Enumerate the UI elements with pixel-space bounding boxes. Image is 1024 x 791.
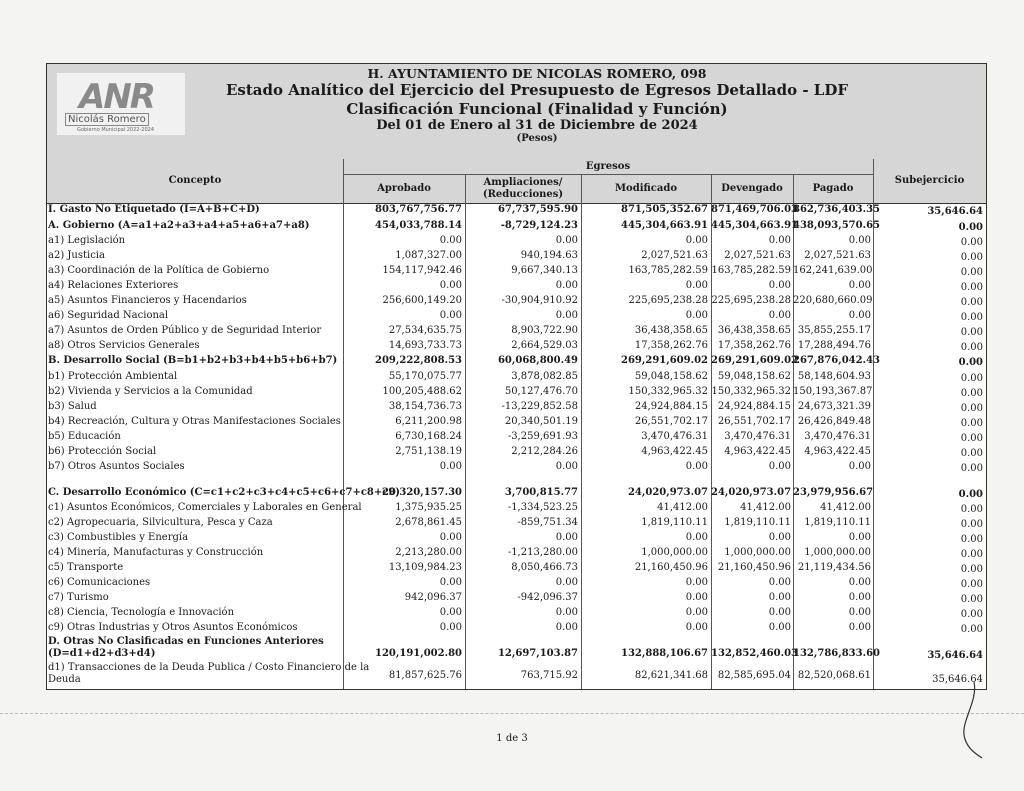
cell-modificado: 163,785,282.59: [628, 265, 708, 276]
cell-devengado: 0.00: [768, 461, 791, 472]
cell-pagado: 0.00: [848, 577, 871, 588]
cell-subejercicio: 0.00: [960, 388, 983, 399]
report-period: Del 01 de Enero al 31 de Diciembre de 2024: [376, 118, 698, 133]
row-label: b3) Salud: [48, 401, 97, 412]
cell-devengado: 0.00: [768, 577, 791, 588]
cell-pagado: 1,819,110.11: [804, 517, 871, 528]
cell-ampliaciones: 940,194.63: [520, 250, 578, 261]
cell-ampliaciones: -859,751.34: [517, 517, 578, 528]
row-label: B. Desarrollo Social (B=b1+b2+b3+b4+b5+b6+b7): [48, 355, 338, 366]
cell-devengado: 269,291,609.02: [711, 355, 798, 366]
cell-subejercicio: 0.00: [960, 433, 983, 444]
cell-devengado: 225,695,238.28: [711, 295, 791, 306]
divider: [343, 159, 344, 203]
cell-subejercicio: 0.00: [960, 327, 983, 338]
cell-pagado: 0.00: [848, 532, 871, 543]
cell-ampliaciones: 0.00: [555, 461, 578, 472]
row-label: A. Gobierno (A=a1+a2+a3+a4+a5+a6+a7+a8): [48, 220, 310, 231]
table-row: [47, 546, 986, 561]
table-row: [47, 219, 986, 234]
cell-ampliaciones: 50,127,476.70: [504, 386, 578, 397]
row-label: (D=d1+d2+d3+d4): [48, 648, 156, 659]
row-label: I. Gasto No Etiquetado (I=A+B+C+D): [48, 204, 260, 215]
row-label: a5) Asuntos Financieros y Hacendarios: [48, 295, 247, 306]
municipality-logo: [57, 73, 185, 135]
cell-pagado: 35,855,255.17: [797, 325, 871, 336]
cell-subejercicio: 0.00: [960, 594, 983, 605]
cell-devengado: 0.00: [768, 592, 791, 603]
cell-ampliaciones: 763,715.92: [520, 670, 578, 681]
cell-subejercicio: 0.00: [958, 357, 983, 368]
cell-modificado: 0.00: [685, 235, 708, 246]
row-label: b5) Educación: [48, 431, 121, 442]
cell-pagado: 438,093,570.65: [793, 220, 880, 231]
table-row: [47, 234, 986, 249]
cell-aprobado: 20,320,157.30: [381, 487, 462, 498]
row-label: c2) Agropecuaria, Silvicultura, Pesca y Caza: [48, 517, 273, 528]
table-row: [47, 501, 986, 516]
cell-aprobado: 2,213,280.00: [395, 547, 462, 558]
cell-subejercicio: 0.00: [960, 504, 983, 515]
row-label: D. Otras No Clasificadas en Funciones Anteriores: [48, 636, 324, 647]
cell-ampliaciones: 2,212,284.26: [511, 446, 578, 457]
cell-aprobado: 100,205,488.62: [382, 386, 462, 397]
row-label: C. Desarrollo Económico (C=c1+c2+c3+c4+c5+c6+c7+c8+c9): [48, 487, 401, 498]
cell-aprobado: 0.00: [439, 461, 462, 472]
cell-subejercicio: 35,646.64: [927, 206, 983, 217]
cell-devengado: 0.00: [768, 280, 791, 291]
table-row: [47, 264, 986, 279]
cell-devengado: 59,048,158.62: [717, 371, 791, 382]
cell-ampliaciones: -13,229,852.58: [501, 401, 578, 412]
cell-devengado: 26,551,702.17: [717, 416, 791, 427]
row-label: b1) Protección Ambiental: [48, 371, 178, 382]
divider: [581, 174, 582, 203]
cell-subejercicio: 0.00: [960, 252, 983, 263]
cell-pagado: 0.00: [848, 607, 871, 618]
cell-modificado: 82,621,341.68: [634, 670, 708, 681]
col-modificado: Modificado: [614, 182, 678, 194]
logo-sub: Gobierno Municipal 2022-2024: [77, 127, 155, 133]
cell-subejercicio: 0.00: [960, 624, 983, 635]
column-headers: [47, 159, 986, 204]
cell-aprobado: 256,600,149.20: [382, 295, 462, 306]
cell-pagado: 0.00: [848, 235, 871, 246]
cell-subejercicio: 0.00: [960, 342, 983, 353]
report-sheet: [46, 63, 987, 690]
cell-subejercicio: 0.00: [960, 312, 983, 323]
cell-ampliaciones: 2,664,529.03: [511, 340, 578, 351]
row-label: c8) Ciencia, Tecnología e Innovación: [48, 607, 235, 618]
col-aprobado: Aprobado: [377, 182, 431, 194]
cell-devengado: 2,027,521.63: [724, 250, 791, 261]
cell-aprobado: 0.00: [439, 577, 462, 588]
report-title: Estado Analítico del Ejercicio del Presupuesto de Egresos Detallado - LDF: [225, 81, 849, 99]
cell-modificado: 24,924,884.15: [634, 401, 708, 412]
report-header: [47, 64, 986, 160]
row-label: c1) Asuntos Económicos, Comerciales y Laborales en General: [48, 502, 362, 513]
cell-devengado: 24,924,884.15: [717, 401, 791, 412]
cell-devengado: 82,585,695.04: [717, 670, 791, 681]
cell-modificado: 225,695,238.28: [628, 295, 708, 306]
cell-subejercicio: 0.00: [960, 463, 983, 474]
cell-modificado: 41,412.00: [657, 502, 708, 513]
row-label: a1) Legislación: [48, 235, 126, 246]
row-label: b7) Otros Asuntos Sociales: [48, 461, 185, 472]
table-row: [47, 385, 986, 400]
cell-pagado: 0.00: [848, 461, 871, 472]
cell-aprobado: 209,222,808.53: [375, 355, 462, 366]
cell-subejercicio: 0.00: [960, 267, 983, 278]
cell-aprobado: 13,109,984.23: [388, 562, 462, 573]
cell-pagado: 862,736,403.35: [793, 204, 880, 215]
col-devengado: Devengado: [721, 182, 783, 194]
cell-aprobado: 81,857,625.76: [388, 670, 462, 681]
row-label: b2) Vivienda y Servicios a la Comunidad: [48, 386, 253, 397]
table-row: [47, 486, 986, 501]
cell-modificado: 0.00: [685, 622, 708, 633]
cell-devengado: 445,304,663.91: [711, 220, 798, 231]
cell-aprobado: 0.00: [439, 532, 462, 543]
cell-subejercicio: 0.00: [958, 222, 983, 233]
cell-devengado: 4,963,422.45: [724, 446, 791, 457]
logo-name: Nicolás Romero: [65, 113, 149, 126]
table-row: [47, 662, 986, 688]
cell-modificado: 4,963,422.45: [641, 446, 708, 457]
cell-aprobado: 6,730,168.24: [395, 431, 462, 442]
cell-modificado: 36,438,358.65: [634, 325, 708, 336]
cell-ampliaciones: 12,697,103.87: [497, 648, 578, 659]
cell-pagado: 21,119,434.56: [797, 562, 871, 573]
cell-aprobado: 0.00: [439, 622, 462, 633]
cell-devengado: 0.00: [768, 607, 791, 618]
cell-ampliaciones: 8,050,466.73: [511, 562, 578, 573]
cell-subejercicio: 0.00: [960, 448, 983, 459]
cell-devengado: 163,785,282.59: [711, 265, 791, 276]
cell-ampliaciones: -30,904,910.92: [501, 295, 578, 306]
cell-aprobado: 1,375,935.25: [395, 502, 462, 513]
cell-aprobado: 2,678,861.45: [395, 517, 462, 528]
cell-modificado: 0.00: [685, 280, 708, 291]
cell-ampliaciones: 8,903,722.90: [511, 325, 578, 336]
entity-name: H. AYUNTAMIENTO DE NICOLAS ROMERO, 098: [367, 66, 707, 81]
table-row: [47, 309, 986, 324]
table-row: [47, 354, 986, 369]
cell-aprobado: 14,693,733.73: [388, 340, 462, 351]
cell-modificado: 150,332,965.32: [628, 386, 708, 397]
row-label: b4) Recreación, Cultura y Otras Manifestaciones Sociales: [48, 416, 341, 427]
cell-ampliaciones: 0.00: [555, 622, 578, 633]
row-label: c7) Turismo: [48, 592, 109, 603]
cell-pagado: 58,148,604.93: [797, 371, 871, 382]
table-row: [47, 249, 986, 264]
cell-subejercicio: 0.00: [960, 297, 983, 308]
cell-ampliaciones: 3,878,082.85: [511, 371, 578, 382]
cell-ampliaciones: 0.00: [555, 310, 578, 321]
col-ampliaciones: [465, 174, 581, 203]
cell-subejercicio: 0.00: [960, 519, 983, 530]
table-row: [47, 606, 986, 621]
cell-pagado: 2,027,521.63: [804, 250, 871, 261]
cell-modificado: 0.00: [685, 310, 708, 321]
cell-aprobado: 0.00: [439, 280, 462, 291]
col-ampliaciones-line2: (Reducciones): [482, 188, 564, 200]
table-row: [47, 430, 986, 445]
cell-devengado: 1,819,110.11: [724, 517, 791, 528]
cell-pagado: 0.00: [848, 310, 871, 321]
cell-pagado: 267,876,042.43: [793, 355, 880, 366]
cell-modificado: 1,819,110.11: [641, 517, 708, 528]
table-row: [47, 576, 986, 591]
row-label: a6) Seguridad Nacional: [48, 310, 169, 321]
cell-modificado: 59,048,158.62: [634, 371, 708, 382]
row-label: b6) Protección Social: [48, 446, 157, 457]
cell-modificado: 269,291,609.02: [621, 355, 708, 366]
cell-modificado: 0.00: [685, 577, 708, 588]
table-row: [47, 294, 986, 309]
divider: [711, 174, 712, 203]
cell-devengado: 21,160,450.96: [717, 562, 791, 573]
cell-devengado: 0.00: [768, 622, 791, 633]
cell-pagado: 41,412.00: [820, 502, 871, 513]
cell-subejercicio: 0.00: [960, 418, 983, 429]
cell-aprobado: 942,096.37: [404, 592, 462, 603]
cell-ampliaciones: 0.00: [555, 577, 578, 588]
cell-subejercicio: 0.00: [960, 564, 983, 575]
table-row: [47, 636, 986, 662]
cell-subejercicio: 0.00: [958, 489, 983, 500]
cell-modificado: 445,304,663.91: [621, 220, 708, 231]
cell-aprobado: 0.00: [439, 310, 462, 321]
cell-devengado: 871,469,706.03: [711, 204, 798, 215]
cell-pagado: 24,673,321.39: [797, 401, 871, 412]
cell-pagado: 26,426,849.48: [797, 416, 871, 427]
cell-devengado: 0.00: [768, 532, 791, 543]
table-row: [47, 324, 986, 339]
report-titles: [187, 67, 887, 144]
row-label: a7) Asuntos de Orden Público y de Seguridad Interior: [48, 325, 322, 336]
cell-pagado: 162,241,639.00: [793, 265, 873, 276]
report-subtitle: Clasificación Funcional (Finalidad y Función): [346, 100, 728, 118]
row-label: c5) Transporte: [48, 562, 124, 573]
col-pagado: Pagado: [812, 182, 854, 194]
cell-modificado: 21,160,450.96: [634, 562, 708, 573]
row-label: c6) Comunicaciones: [48, 577, 151, 588]
cell-subejercicio: 0.00: [960, 549, 983, 560]
table-row: [47, 621, 986, 636]
cell-pagado: 4,963,422.45: [804, 446, 871, 457]
cell-devengado: 24,020,973.07: [711, 487, 792, 498]
cell-modificado: 3,470,476.31: [641, 431, 708, 442]
cell-aprobado: 154,117,942.46: [382, 265, 462, 276]
table-row: [47, 400, 986, 415]
table-row: [47, 516, 986, 531]
cell-modificado: 0.00: [685, 592, 708, 603]
cell-modificado: 1,000,000.00: [641, 547, 708, 558]
cell-devengado: 132,852,460.03: [711, 648, 798, 659]
cell-ampliaciones: 67,737,595.90: [497, 204, 578, 215]
table-row: [47, 460, 986, 475]
cell-aprobado: 2,751,138.19: [395, 446, 462, 457]
cell-ampliaciones: 9,667,340.13: [511, 265, 578, 276]
signature-mark: [952, 680, 992, 760]
cell-ampliaciones: 0.00: [555, 235, 578, 246]
cell-devengado: 0.00: [768, 310, 791, 321]
cell-ampliaciones: 0.00: [555, 280, 578, 291]
row-label: a4) Relaciones Exteriores: [48, 280, 179, 291]
cell-aprobado: 454,033,788.14: [375, 220, 462, 231]
cell-ampliaciones: -1,213,280.00: [507, 547, 578, 558]
cell-pagado: 0.00: [848, 622, 871, 633]
table-row: [47, 561, 986, 576]
cell-devengado: 3,470,476.31: [724, 431, 791, 442]
cell-modificado: 0.00: [685, 532, 708, 543]
cell-ampliaciones: 0.00: [555, 607, 578, 618]
cell-aprobado: 55,170,075.77: [388, 371, 462, 382]
cell-devengado: 150,332,965.32: [711, 386, 791, 397]
cell-modificado: 0.00: [685, 607, 708, 618]
row-label: c4) Minería, Manufacturas y Construcción: [48, 547, 264, 558]
cell-subejercicio: 0.00: [960, 534, 983, 545]
cell-subejercicio: 0.00: [960, 237, 983, 248]
cell-subejercicio: 0.00: [960, 373, 983, 384]
cell-modificado: 2,027,521.63: [641, 250, 708, 261]
cell-modificado: 17,358,262.76: [634, 340, 708, 351]
table-row: [47, 370, 986, 385]
cell-aprobado: 38,154,736.73: [388, 401, 462, 412]
divider: [465, 174, 466, 203]
cell-ampliaciones: 60,068,800.49: [497, 355, 578, 366]
table-row: [47, 591, 986, 606]
divider: [873, 159, 874, 203]
cell-pagado: 23,979,956.67: [793, 487, 874, 498]
table-row: [47, 203, 986, 218]
table-row: [47, 279, 986, 294]
col-concepto: Concepto: [168, 175, 222, 186]
logo-mark: ANR: [79, 77, 154, 117]
cell-subejercicio: 0.00: [960, 609, 983, 620]
cell-pagado: 0.00: [848, 280, 871, 291]
cell-aprobado: 803,767,756.77: [375, 204, 462, 215]
cell-aprobado: 0.00: [439, 607, 462, 618]
cell-pagado: 220,680,660.09: [793, 295, 873, 306]
cell-pagado: 1,000,000.00: [804, 547, 871, 558]
page-number: 1 de 3: [496, 733, 528, 744]
table-row: [47, 531, 986, 546]
cell-subejercicio: 35,646.64: [932, 674, 983, 685]
cell-aprobado: 27,534,635.75: [388, 325, 462, 336]
table-row: [47, 339, 986, 354]
col-subejercicio: Subejercicio: [894, 175, 965, 186]
cell-pagado: 17,288,494.76: [797, 340, 871, 351]
row-label: a2) Justicia: [48, 250, 105, 261]
cell-aprobado: 1,087,327.00: [395, 250, 462, 261]
row-label: a3) Coordinación de la Política de Gobierno: [48, 265, 270, 276]
cell-modificado: 0.00: [685, 461, 708, 472]
cell-ampliaciones: -942,096.37: [517, 592, 578, 603]
cell-ampliaciones: 20,340,501.19: [504, 416, 578, 427]
col-ampliaciones-line1: Ampliaciones/: [483, 176, 563, 188]
cell-aprobado: 0.00: [439, 235, 462, 246]
divider: [793, 174, 794, 203]
cell-ampliaciones: 3,700,815.77: [504, 487, 578, 498]
cell-pagado: 82,520,068.61: [797, 670, 871, 681]
row-label: d1) Transacciones de la Deuda Publica / Costo Financiero de la: [48, 662, 370, 673]
cell-pagado: 150,193,367.87: [793, 386, 873, 397]
page-divider: [0, 713, 1024, 714]
cell-ampliaciones: -3,259,691.93: [507, 431, 578, 442]
cell-devengado: 36,438,358.65: [717, 325, 791, 336]
cell-ampliaciones: -1,334,523.25: [507, 502, 578, 513]
cell-subejercicio: 0.00: [960, 579, 983, 590]
table-row: [47, 445, 986, 460]
row-label: c3) Combustibles y Energía: [48, 532, 189, 543]
row-label: c9) Otras Industrias y Otros Asuntos Económicos: [48, 622, 298, 633]
cell-subejercicio: 0.00: [960, 403, 983, 414]
cell-subejercicio: 0.00: [960, 282, 983, 293]
cell-modificado: 24,020,973.07: [627, 487, 708, 498]
cell-aprobado: 6,211,200.98: [395, 416, 462, 427]
cell-devengado: 1,000,000.00: [724, 547, 791, 558]
cell-subejercicio: 35,646.64: [927, 650, 983, 661]
col-egresos: Egresos: [585, 160, 631, 172]
row-label: a8) Otros Servicios Generales: [48, 340, 200, 351]
cell-pagado: 132,786,833.60: [793, 648, 880, 659]
row-label: Deuda: [48, 674, 81, 685]
cell-devengado: 0.00: [768, 235, 791, 246]
cell-devengado: 41,412.00: [740, 502, 791, 513]
cell-modificado: 871,505,352.67: [621, 204, 708, 215]
cell-ampliaciones: -8,729,124.23: [500, 220, 578, 231]
cell-modificado: 132,888,106.67: [621, 648, 708, 659]
cell-aprobado: 120,191,002.80: [375, 648, 462, 659]
cell-modificado: 26,551,702.17: [634, 416, 708, 427]
cell-pagado: 0.00: [848, 592, 871, 603]
table-row: [47, 415, 986, 430]
report-unit: (Pesos): [516, 133, 558, 144]
cell-ampliaciones: 0.00: [555, 532, 578, 543]
cell-devengado: 17,358,262.76: [717, 340, 791, 351]
cell-pagado: 3,470,476.31: [804, 431, 871, 442]
